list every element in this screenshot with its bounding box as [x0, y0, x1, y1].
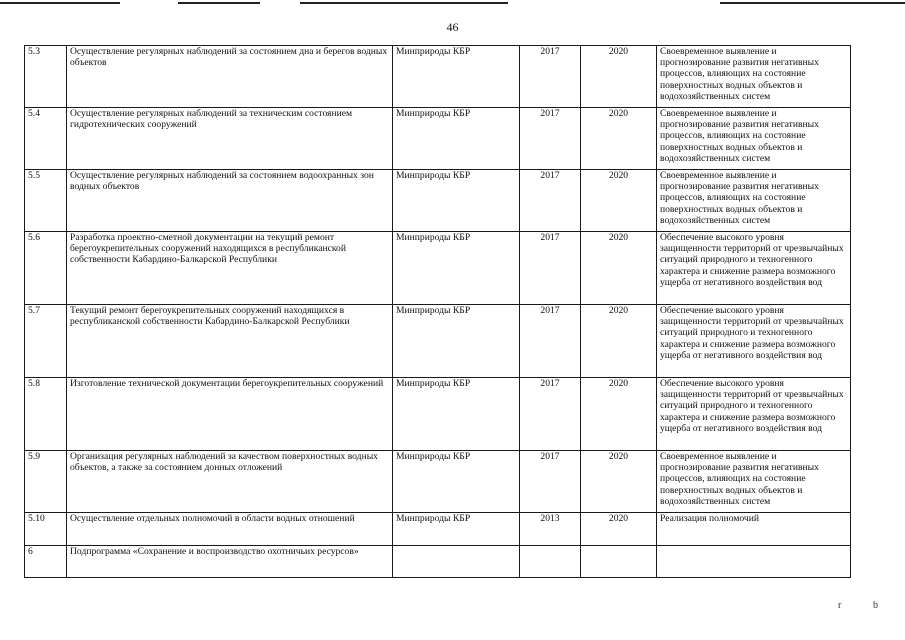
end-year-cell: 2020 [581, 305, 657, 378]
row-number: 5.3 [25, 46, 67, 108]
row-number: 5.10 [25, 513, 67, 546]
result-cell [657, 546, 851, 578]
responsible-cell: Минприроды КБР [393, 451, 520, 513]
row-number: 5.5 [25, 170, 67, 232]
start-year-cell: 2017 [520, 232, 581, 305]
start-year-cell: 2013 [520, 513, 581, 546]
start-year-cell: 2017 [520, 378, 581, 451]
table-row [25, 108, 851, 170]
start-year-cell: 2017 [520, 305, 581, 378]
table-row [25, 513, 851, 546]
start-year-cell: 2017 [520, 170, 581, 232]
scan-edge-line [0, 2, 120, 4]
activity-cell: Осуществление регулярных наблюдений за техническим состоянием гидротехнических сооружений [67, 108, 393, 170]
activity-cell: Изготовление технической документации берегоукрепительных сооружений [67, 378, 393, 451]
scan-edge-line [178, 2, 260, 4]
result-cell: Своевременное выявление и прогнозирование развития негативных процессов, влияющих на состояние поверхностных водных объектов и водохозяйственных систем [657, 46, 851, 108]
activity-cell: Осуществление регулярных наблюдений за состоянием водоохранных зон водных объектов [67, 170, 393, 232]
activities-table [24, 45, 851, 578]
table-row [25, 46, 851, 108]
responsible-cell: Минприроды КБР [393, 378, 520, 451]
end-year-cell: 2020 [581, 451, 657, 513]
end-year-cell: 2020 [581, 108, 657, 170]
result-cell: Обеспечение высокого уровня защищенности территорий от чрезвычайных ситуаций природного и техногенного характера и снижение размера возможного ущерба от негативного воздействия вод [657, 232, 851, 305]
activity-cell: Разработка проектно-сметной документации на текущий ремонт берегоукрепительных сооружений находящихся в республиканской собственности Кабардино-Балкарской Республики [67, 232, 393, 305]
end-year-cell: 2020 [581, 46, 657, 108]
activity-cell: Подпрограмма «Сохранение и воспроизводство охотничьих ресурсов» [67, 546, 393, 578]
responsible-cell: Минприроды КБР [393, 232, 520, 305]
activity-cell: Текущий ремонт берегоукрепительных сооружений находящихся в республиканской собственности Кабардино-Балкарской Республики [67, 305, 393, 378]
row-number: 5.9 [25, 451, 67, 513]
end-year-cell: 2020 [581, 232, 657, 305]
table-row [25, 451, 851, 513]
table-row [25, 378, 851, 451]
start-year-cell [520, 546, 581, 578]
table-row [25, 232, 851, 305]
activity-cell: Организация регулярных наблюдений за качеством поверхностных водных объектов, а также за состоянием донных отложений [67, 451, 393, 513]
activity-cell: Осуществление регулярных наблюдений за состоянием дна и берегов водных объектов [67, 46, 393, 108]
responsible-cell: Минприроды КБР [393, 170, 520, 232]
row-number: 5.6 [25, 232, 67, 305]
responsible-cell: Минприроды КБР [393, 46, 520, 108]
scan-edge-line [300, 2, 508, 4]
corner-mark: r [838, 600, 842, 611]
start-year-cell: 2017 [520, 46, 581, 108]
result-cell: Реализация полномочий [657, 513, 851, 546]
result-cell: Своевременное выявление и прогнозирование развития негативных процессов, влияющих на состояние поверхностных водных объектов и водохозяйственных систем [657, 170, 851, 232]
result-cell: Своевременное выявление и прогнозирование развития негативных процессов, влияющих на состояние поверхностных водных объектов и водохозяйственных систем [657, 108, 851, 170]
table-row [25, 305, 851, 378]
result-cell: Обеспечение высокого уровня защищенности территорий от чрезвычайных ситуаций природного и техногенного характера и снижение размера возможного ущерба от негативного воздействия вод [657, 378, 851, 451]
end-year-cell: 2020 [581, 513, 657, 546]
end-year-cell [581, 546, 657, 578]
end-year-cell: 2020 [581, 378, 657, 451]
row-number: 6 [25, 546, 67, 578]
row-number: 5.8 [25, 378, 67, 451]
page-number: 46 [446, 20, 459, 34]
result-cell: Обеспечение высокого уровня защищенности территорий от чрезвычайных ситуаций природного и техногенного характера и снижение размера возможного ущерба от негативного воздействия вод [657, 305, 851, 378]
activity-cell: Осуществление отдельных полномочий в области водных отношений [67, 513, 393, 546]
scan-edge-line [720, 2, 905, 4]
start-year-cell: 2017 [520, 451, 581, 513]
table-row [25, 546, 851, 578]
responsible-cell: Минприроды КБР [393, 108, 520, 170]
result-cell: Своевременное выявление и прогнозирование развития негативных процессов, влияющих на состояние поверхностных водных объектов и водохозяйственных систем [657, 451, 851, 513]
row-number: 5.7 [25, 305, 67, 378]
responsible-cell: Минприроды КБР [393, 305, 520, 378]
end-year-cell: 2020 [581, 170, 657, 232]
responsible-cell [393, 546, 520, 578]
row-number: 5.4 [25, 108, 67, 170]
start-year-cell: 2017 [520, 108, 581, 170]
corner-mark: b [873, 600, 878, 611]
table-row [25, 170, 851, 232]
responsible-cell: Минприроды КБР [393, 513, 520, 546]
